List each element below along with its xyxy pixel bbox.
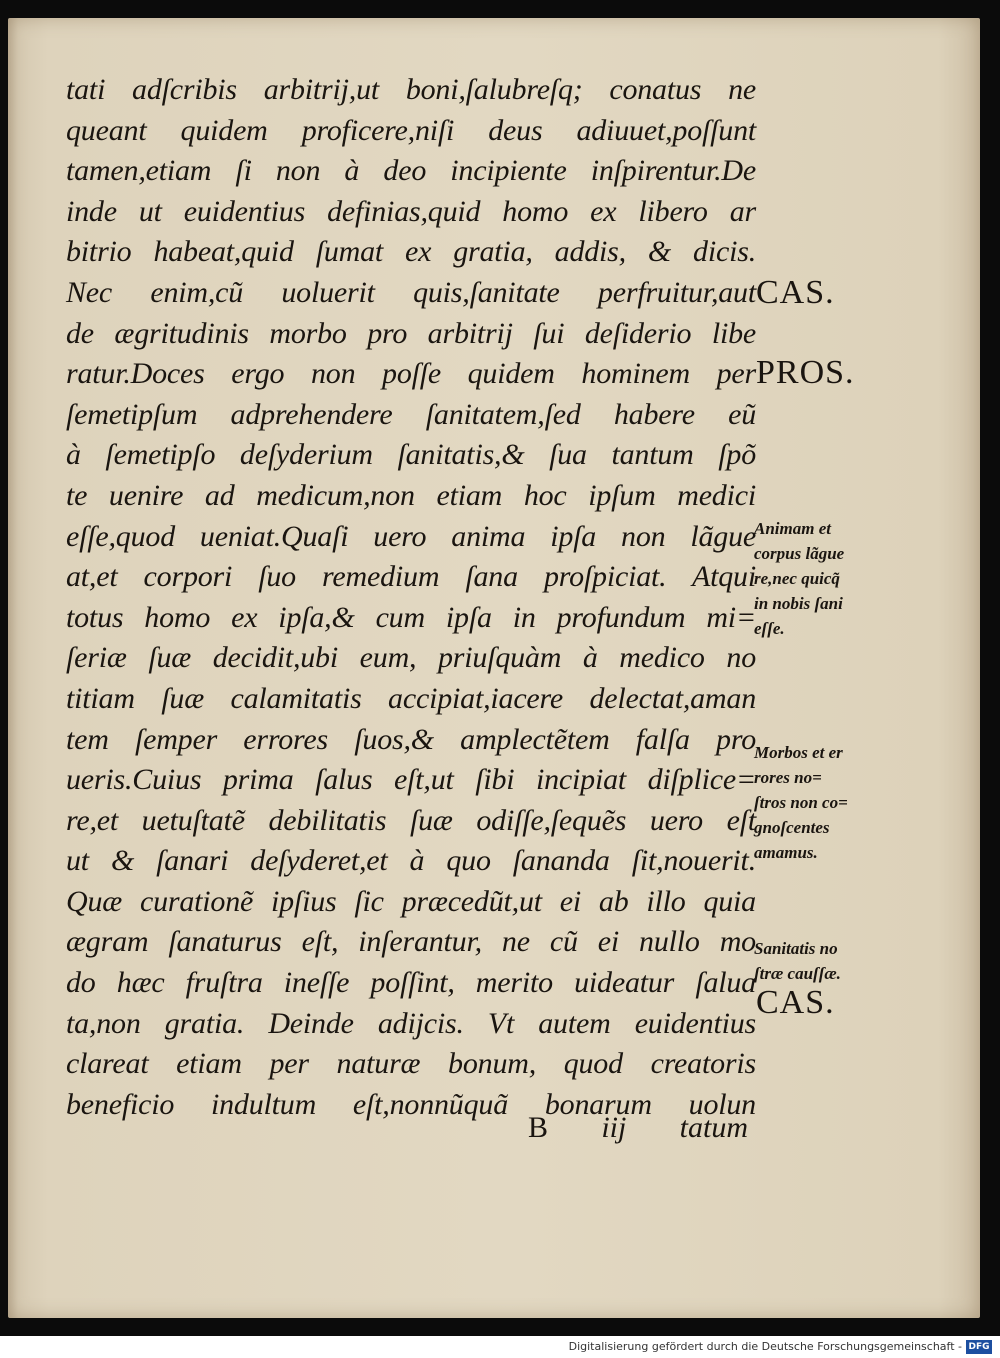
text-line: à ſemetipſo deſyderium ſanitatis,& ſua tantum ſpõ: [66, 438, 756, 472]
margin-note: [754, 740, 894, 865]
text-line: tem ſemper errores ſuos,& amplectẽtem falſa pro: [66, 722, 756, 756]
margin-note: [754, 516, 894, 641]
text-line: tamen,etiam ſi non à deo incipiente inſpirentur.De: [66, 154, 756, 188]
margin-label-pros: PROS.: [756, 354, 855, 391]
margin-note-line: in nobis ſani: [754, 594, 843, 613]
catchword: tatum: [679, 1111, 748, 1144]
margin-note-line: corpus lãgue: [754, 544, 845, 563]
text-line: at,et corpori ſuo remedium ſana proſpiciat. Atqui: [66, 560, 756, 594]
margin-note-line: gnoſcentes: [754, 818, 830, 837]
text-line: te uenire ad medicum,non etiam hoc ipſum medici: [66, 478, 756, 512]
leaf-number: iij: [601, 1111, 627, 1144]
text-line: ſeriæ ſuæ decidit,ubi eum, priuſquàm à medico no: [66, 641, 756, 675]
book-page: [8, 18, 980, 1318]
text-line: ut & ſanari deſyderet,et à quo ſananda ſit,nouerit.: [66, 844, 756, 878]
text-line: ta,non gratia. Deinde adijcis. Vt autem euidentius: [66, 1006, 756, 1040]
signature-catchword-line: [528, 1108, 748, 1148]
text-line: queant quidem proficere,niſi deus adiuuet,poſſunt: [66, 113, 756, 147]
margin-note-line: rores no=: [754, 768, 822, 787]
text-line: ægram ſanaturus eſt, inſerantur, ne cũ ei nullo mo: [66, 925, 756, 959]
footer-bar: [0, 1336, 1000, 1358]
text-line: tati adſcribis arbitrij,ut boni,ſalubreſq; conatus ne: [66, 73, 756, 106]
text-line: de ægritudinis morbo pro arbitrij ſui deſiderio libe: [66, 316, 756, 350]
dfg-logo-icon: DFG: [966, 1340, 992, 1354]
text-line: clareat etiam per naturæ bonum, quod creatoris: [66, 1047, 756, 1081]
margin-note-line: ſtræ cauſſæ.: [754, 964, 841, 983]
text-line: eſſe,quod ueniat.Quaſi uero anima ipſa non lãgue: [66, 519, 756, 553]
text-line: inde ut euidentius definias,quid homo ex libero ar: [66, 194, 756, 228]
text-line: re,et uetuſtatẽ debilitatis ſuæ odiſſe,ſequẽs uero eſt: [66, 803, 756, 837]
margin-label-cas: CAS.: [756, 274, 835, 311]
text-line: titiam ſuæ calamitatis accipiat,iacere delectat,aman: [66, 681, 756, 715]
funding-notice: Digitalisierung gefördert durch die Deutsche Forschungsgemeinschaft -: [568, 1340, 962, 1353]
margin-note-line: Morbos et er: [754, 743, 843, 762]
margin-note-line: amamus.: [754, 843, 818, 862]
main-text-block: [66, 70, 756, 1125]
text-line: ſemetipſum adprehendere ſanitatem,ſed habere eũ: [66, 397, 756, 431]
margin-note-line: ſtros non co=: [754, 793, 848, 812]
text-line: beneficio indultum eſt,nonnũquã bonarum uolun: [66, 1087, 756, 1121]
text-line: ratur.Doces ergo non poſſe quidem hominem per: [66, 357, 756, 391]
margin-note: [754, 936, 894, 986]
margin-note-line: re,nec quicq̃: [754, 569, 840, 588]
margin-note-line: eſſe.: [754, 619, 785, 638]
text-line: do hæc fruſtra ineſſe poſſint, merito uideatur ſalua: [66, 966, 756, 1000]
signature-mark: B: [528, 1111, 549, 1144]
text-line: ueris.Cuius prima ſalus eſt,ut ſibi incipiat diſplice=: [66, 763, 756, 797]
margin-note-line: Sanitatis no: [754, 939, 838, 958]
text-line: bitrio habeat,quid ſumat ex gratia, addis, & dicis.: [66, 235, 756, 269]
margin-label-cas: CAS.: [756, 984, 835, 1021]
text-line: Quæ curationẽ ipſius ſic præcedũt,ut ei ab illo quia: [66, 884, 756, 918]
text-line: totus homo ex ipſa,& cum ipſa in profundum mi=: [66, 600, 756, 634]
text-line: Nec enim,cũ uoluerit quis,ſanitate perfruitur,aut: [66, 275, 756, 309]
margin-note-line: Animam et: [754, 519, 831, 538]
